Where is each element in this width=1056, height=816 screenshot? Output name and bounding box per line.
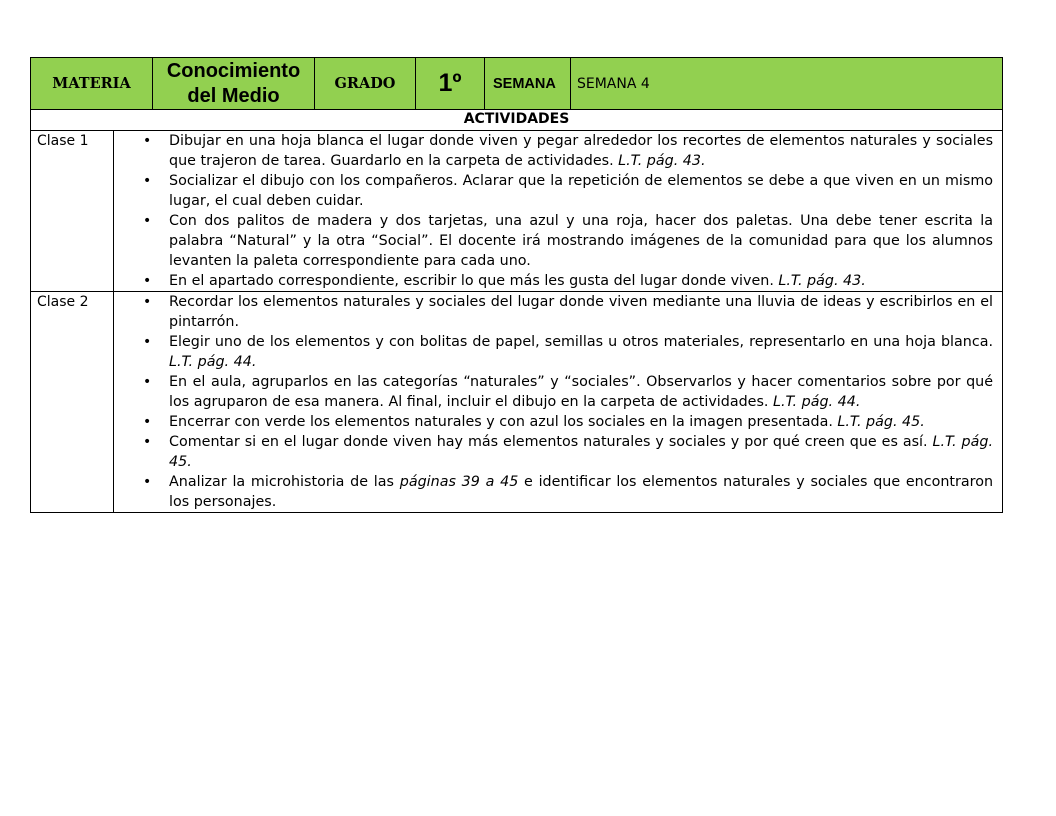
grado-label: GRADO: [315, 58, 416, 110]
grado-value: 1º: [416, 58, 485, 110]
header-row: [31, 58, 1003, 110]
materia-value: [153, 58, 315, 110]
clase-activities: [114, 131, 1003, 292]
lesson-plan-document: [30, 57, 1002, 513]
clase-activities: [114, 292, 1003, 513]
materia-label: MATERIA: [31, 58, 153, 110]
list-item: • Con dos palitos de madera y dos tarjetas, una azul y una roja, hacer dos paletas. Una debe tener escrita la palabra “Natural” y la otra “Social”. El docente irá mostrando imágenes de la comunidad para que los alumnos levanten la paleta correspondiente para cada uno.: [169, 211, 993, 271]
list-item: • Comentar si en el lugar donde viven hay más elementos naturales y sociales y por qué creen que es así. L.T. pág. 45.: [169, 432, 993, 472]
list-item: • En el aula, agruparlos en las categorías “naturales” y “sociales”. Observarlos y hacer comentarios sobre por qué los agruparon de esa manera. Al final, incluir el dibujo en la carpeta de actividades. L.T. pág. 44.: [169, 372, 993, 412]
clase-label: Clase 1: [31, 131, 114, 292]
materia-value-line1: Conocimiento: [166, 59, 301, 82]
list-item: • Analizar la microhistoria de las páginas 39 a 45 e identificar los elementos naturales y sociales que encontraron los personajes.: [169, 472, 993, 512]
activities-table: [30, 109, 1003, 513]
activity-list: [114, 292, 1002, 512]
list-item: • Socializar el dibujo con los compañeros. Aclarar que la repetición de elementos se debe a que viven en un mismo lugar, el cual deben cuidar.: [169, 171, 993, 211]
clase-row: [31, 292, 1003, 513]
semana-label: SEMANA: [485, 58, 571, 110]
clase-row: [31, 131, 1003, 292]
semana-value: SEMANA 4: [571, 58, 1003, 110]
activity-list: [114, 131, 1002, 291]
lesson-plan-table: [30, 57, 1003, 110]
activities-title-row: [31, 110, 1003, 131]
materia-value-line2: del Medio: [187, 84, 280, 107]
list-item: • Elegir uno de los elementos y con bolitas de papel, semillas u otros materiales, representarlo en una hoja blanca. L.T. pág. 44.: [169, 332, 993, 372]
list-item: • Dibujar en una hoja blanca el lugar donde viven y pegar alrededor los recortes de elementos naturales y sociales que trajeron de tarea. Guardarlo en la carpeta de actividades. L.T. pág. 43.: [169, 131, 993, 171]
list-item: • Encerrar con verde los elementos naturales y con azul los sociales en la imagen presentada. L.T. pág. 45.: [169, 412, 993, 432]
list-item: • Recordar los elementos naturales y sociales del lugar donde viven mediante una lluvia de ideas y escribirlos en el pintarrón.: [169, 292, 993, 332]
clase-label: Clase 2: [31, 292, 114, 513]
list-item: • En el apartado correspondiente, escribir lo que más les gusta del lugar donde viven. L.T. pág. 43.: [169, 271, 993, 291]
activities-title: ACTIVIDADES: [31, 110, 1003, 131]
